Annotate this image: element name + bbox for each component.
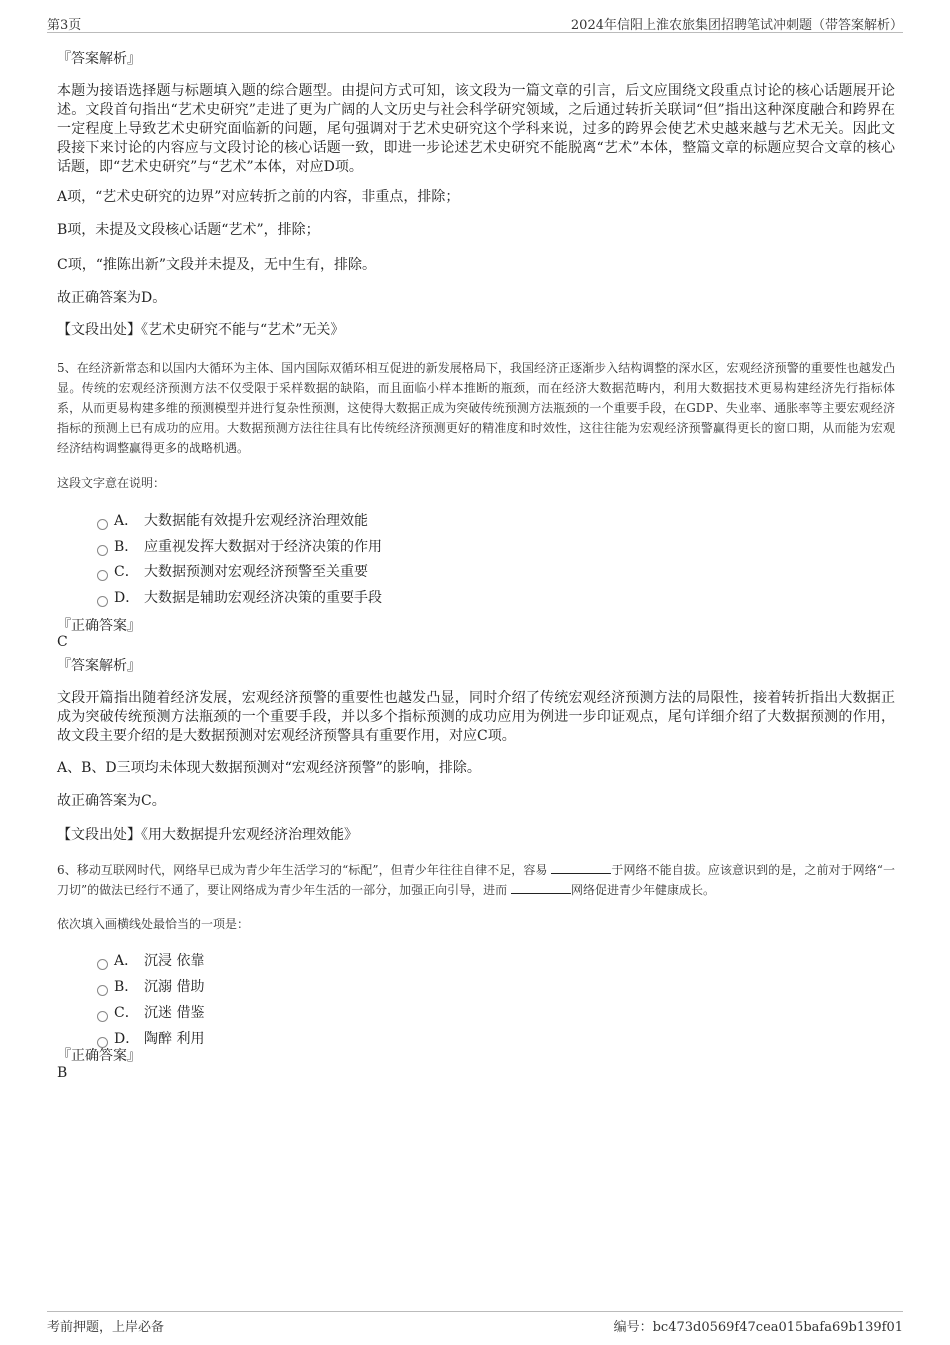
q5-source: 【文段出处】《用大数据提升宏观经济治理效能》 — [57, 827, 358, 843]
radio-icon[interactable] — [97, 545, 108, 556]
q6-option-b[interactable]: B． 沉溺 借助 — [97, 976, 204, 996]
q4-note-b: B项，未提及文段核心话题“艺术”，排除； — [57, 222, 320, 238]
q4-source: 【文段出处】《艺术史研究不能与“艺术”无关》 — [57, 322, 345, 338]
q5-option-a[interactable]: A． 大数据能有效提升宏观经济治理效能 — [97, 510, 368, 530]
q6-stem: 6、移动互联网时代，网络早已成为青少年生活学习的“标配”，但青少年往往自律不足，容易 于网络不能自拔。应该意识到的是，之前对于网络“一刀切”的做法已经行不通了，要让网络成为青少年生活的一部分，加强正向引导，进而 网络促进青少年健康成长。 — [57, 863, 895, 897]
radio-icon[interactable] — [97, 959, 108, 970]
blank-2 — [511, 881, 571, 894]
q6-option-d[interactable]: D． 陶醉 利用 — [97, 1028, 204, 1048]
q6-option-a[interactable]: A． 沉浸 依靠 — [97, 950, 204, 970]
q5-option-b[interactable]: B． 应重视发挥大数据对于经济决策的作用 — [97, 536, 382, 556]
q5-analysis-text: 文段开篇指出随着经济发展，宏观经济预警的重要性也越发凸显，同时介绍了传统宏观经济预测方法的局限性，接着转折指出大数据正成为突破传统预测方法瓶颈的一个重要手段，并以多个指标预测的成功应用为例进一步印证观点，尾句详细介绍了大数据预测的作用，故文段主要介绍的是大数据预测对宏观经济预警具有重要作用，对应C项。 — [57, 690, 895, 744]
q4-analysis-label: 『答案解析』 — [57, 51, 141, 67]
radio-icon[interactable] — [97, 985, 108, 996]
q5-note-abd: A、B、D三项均未体现大数据预测对“宏观经济预警”的影响，排除。 — [57, 760, 481, 776]
q5-analysis-label: 『答案解析』 — [57, 658, 141, 674]
footer-code: 编号：bc473d0569f47cea015bafa69b139f01 — [613, 1320, 903, 1335]
q5-conclusion: 故正确答案为C。 — [57, 793, 166, 809]
q4-conclusion: 故正确答案为D。 — [57, 290, 167, 306]
q5-option-d[interactable]: D． 大数据是辅助宏观经济决策的重要手段 — [97, 587, 382, 607]
q4-note-a: A项，“艺术史研究的边界”对应转折之前的内容，非重点，排除； — [57, 189, 460, 205]
document-title: 2024年信阳上淮农旅集团招聘笔试冲刺题（带答案解析） — [570, 18, 903, 33]
q5-option-c[interactable]: C． 大数据预测对宏观经济预警至关重要 — [97, 561, 368, 581]
radio-icon[interactable] — [97, 1011, 108, 1022]
blank-1 — [551, 861, 611, 874]
q6-answer-label: 『正确答案』 — [57, 1048, 141, 1064]
q5-question: 这段文字意在说明： — [57, 476, 166, 490]
q6-question: 依次填入画横线处最恰当的一项是： — [57, 917, 250, 931]
q4-analysis-text: 本题为接语选择题与标题填入题的综合题型。由提问方式可知，该文段为一篇文章的引言，后文应围绕文段重点讨论的核心话题展开论述。文段首句指出“艺术史研究”走进了更为广阔的人文历史与社会科学研究领域，之后通过转折关联词“但”指出这种深度融合和跨界在一定程度上导致艺术史研究面临新的问题，尾句强调对于艺术史研究这个学科来说，过多的跨界会使艺术史越来越与艺术无关。因此文段接下来讨论的内容应与文段讨论的核心话题一致，即进一步论述艺术史研究不能脱离“艺术”本体，整篇文章的标题应契合文章的核心话题，即“艺术史研究”与“艺术”本体，对应D项。 — [57, 83, 895, 175]
q6-option-c[interactable]: C． 沉迷 借鉴 — [97, 1002, 204, 1022]
footer-slogan: 考前押题，上岸必备 — [47, 1320, 165, 1335]
q5-answer: C — [57, 634, 68, 650]
radio-icon[interactable] — [97, 570, 108, 581]
page-footer — [47, 1311, 903, 1336]
page-header — [47, 12, 903, 33]
q4-note-c: C项，“推陈出新”文段并未提及，无中生有，排除。 — [57, 257, 377, 273]
radio-icon[interactable] — [97, 519, 108, 530]
q5-answer-label: 『正确答案』 — [57, 618, 141, 634]
q6-answer: B — [57, 1065, 68, 1081]
page-number: 第3页 — [47, 18, 82, 33]
radio-icon[interactable] — [97, 596, 108, 607]
q5-stem: 5、在经济新常态和以国内大循环为主体、国内国际双循环相互促进的新发展格局下，我国经济正逐渐步入结构调整的深水区，宏观经济预警的重要性也越发凸显。传统的宏观经济预测方法不仅受限于采样数据的缺陷，而且面临小样本推断的瓶颈，而在经济大数据范畴内，利用大数据技术更易构建经济先行指标体系，从而更易构建多维的预测模型并进行复杂性预测，这使得大数据正成为突破传统预测方法瓶颈的一个重要手段，在GDP、失业率、通胀率等主要宏观经济指标的预测上已有成功的应用。大数据预测方法往往具有比传统经济预测更好的精准度和时效性，这往往能为宏观经济预警赢得更长的窗口期，从而能为宏观经济结构调整赢得更多的战略机遇。 — [57, 361, 895, 455]
